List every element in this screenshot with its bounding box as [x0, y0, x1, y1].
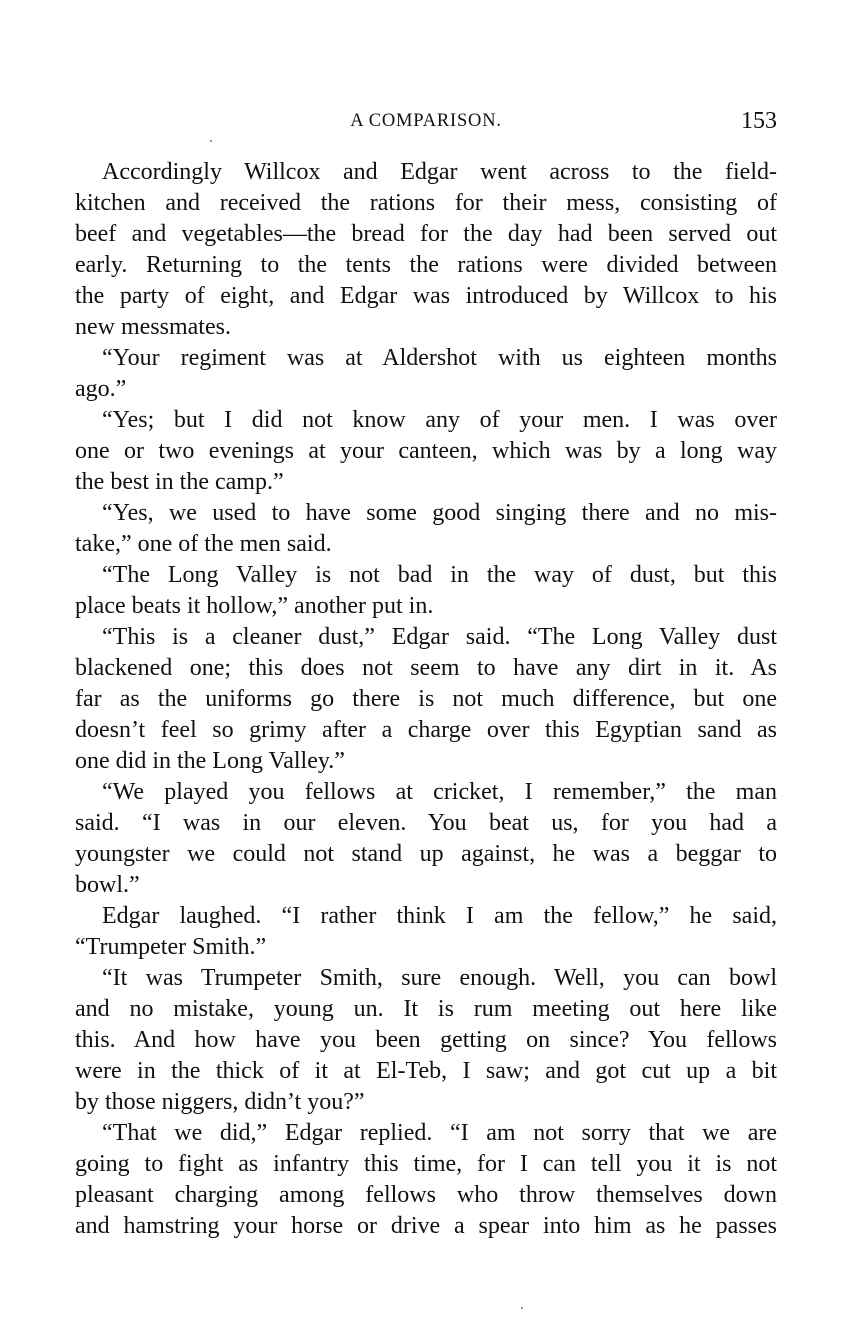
text-line: pleasant charging among fellows who throw themselves down: [75, 1182, 777, 1208]
text-line: new messmates.: [75, 314, 231, 340]
text-line: the party of eight, and Edgar was introduced by Willcox to his: [75, 283, 777, 309]
text-line: take,” one of the men said.: [75, 531, 332, 557]
page-number: 153: [741, 108, 777, 134]
body-text: [75, 157, 777, 1242]
text-line: blackened one; this does not seem to have any dirt in it. As: [75, 655, 777, 681]
text-line: far as the uniforms go there is not much difference, but one: [75, 686, 777, 712]
text-line: “The Long Valley is not bad in the way of dust, but this: [102, 562, 777, 588]
print-speck: [210, 140, 212, 142]
running-title: A COMPARISON.: [350, 111, 502, 131]
text-line: “It was Trumpeter Smith, sure enough. Well, you can bowl: [102, 965, 777, 991]
text-line: Accordingly Willcox and Edgar went across to the field-: [102, 159, 777, 185]
text-line: kitchen and received the rations for their mess, consisting of: [75, 190, 777, 216]
text-line: “Your regiment was at Aldershot with us eighteen months: [102, 345, 777, 371]
text-line: one or two evenings at your canteen, which was by a long way: [75, 438, 777, 464]
text-line: doesn’t feel so grimy after a charge over this Egyptian sand as: [75, 717, 777, 743]
text-line: “Yes; but I did not know any of your men. I was over: [102, 407, 777, 433]
text-line: this. And how have you been getting on since? You fellows: [75, 1027, 777, 1053]
text-line: early. Returning to the tents the rations were divided between: [75, 252, 777, 278]
text-line: and no mistake, young un. It is rum meeting out here like: [75, 996, 777, 1022]
text-line: ago.”: [75, 376, 127, 402]
text-line: said. “I was in our eleven. You beat us, for you had a: [75, 810, 777, 836]
print-speck: [521, 1307, 523, 1309]
text-line: were in the thick of it at El-Teb, I saw; and got cut up a bit: [75, 1058, 777, 1084]
text-line: bowl.”: [75, 872, 140, 898]
text-line: youngster we could not stand up against, he was a beggar to: [75, 841, 777, 867]
running-head: [75, 106, 777, 136]
text-line: the best in the camp.”: [75, 469, 284, 495]
text-line: “Yes, we used to have some good singing there and no mis-: [102, 500, 777, 526]
text-line: by those niggers, didn’t you?”: [75, 1089, 365, 1115]
text-line: “We played you fellows at cricket, I remember,” the man: [102, 779, 777, 805]
text-line: place beats it hollow,” another put in.: [75, 593, 434, 619]
text-line: “Trumpeter Smith.”: [75, 934, 267, 960]
text-line: and hamstring your horse or drive a spear into him as he passes: [75, 1213, 777, 1239]
text-line: beef and vegetables—the bread for the day had been served out: [75, 221, 777, 247]
text-line: one did in the Long Valley.”: [75, 748, 345, 774]
text-line: going to fight as infantry this time, for I can tell you it is not: [75, 1151, 777, 1177]
text-line: “That we did,” Edgar replied. “I am not sorry that we are: [102, 1120, 777, 1146]
text-line: Edgar laughed. “I rather think I am the fellow,” he said,: [102, 903, 777, 929]
text-line: “This is a cleaner dust,” Edgar said. “The Long Valley dust: [102, 624, 777, 650]
